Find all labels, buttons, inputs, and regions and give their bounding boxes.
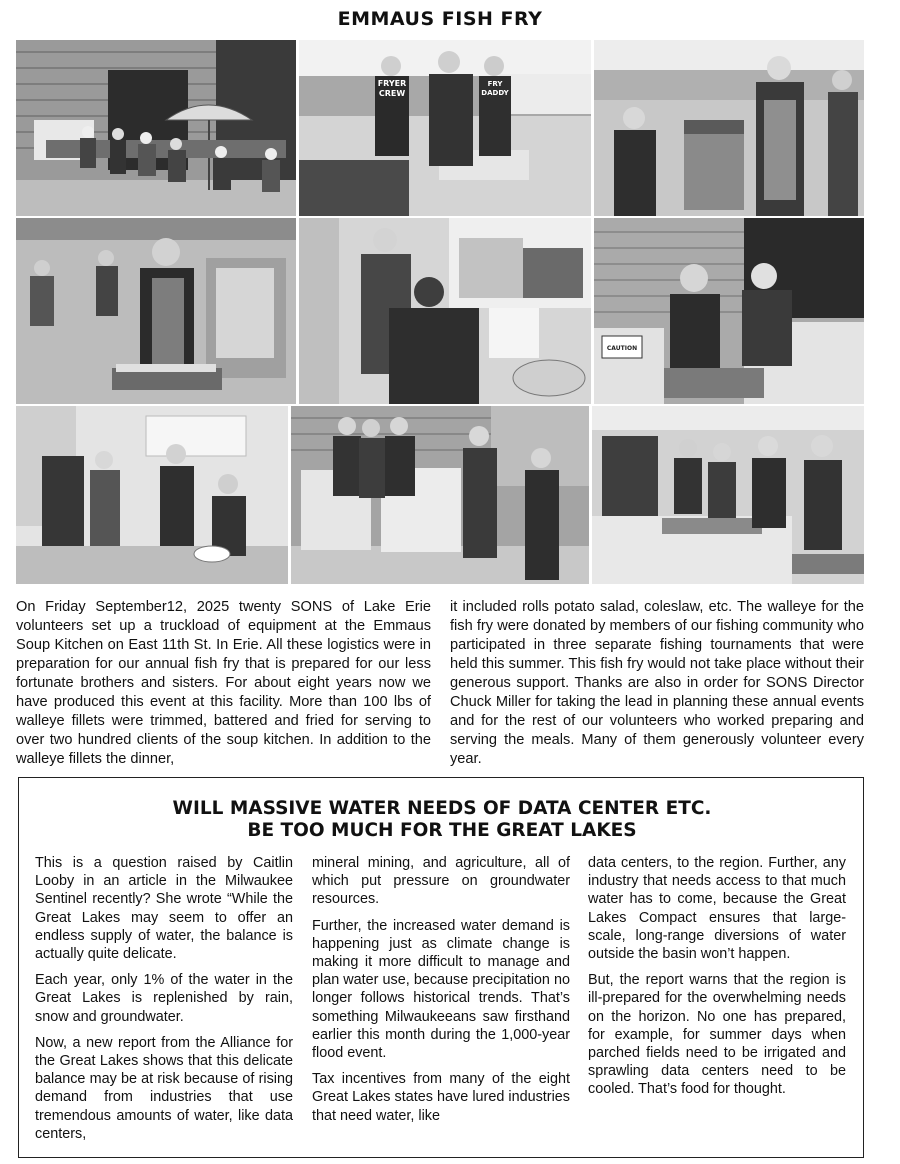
- article-paragraph: Now, a new report from the Alliance for the Great Lakes shows that this delicate balance may be at risk because of rising demand from industries that use tremendous amounts of water, like data centers,: [35, 1034, 293, 1142]
- photo-kitchen-volunteers: [16, 406, 288, 584]
- fish-fry-story-right: it included rolls potato salad, coleslaw, etc. The walleye for the fish fry were donated by members of our fishing community who participated in three separate fishing tournaments that were held this summer. This fish fry would not take place without their generous support. Thanks are also in order for SONS Director Chuck Miller for taking the lead in planning these annual events and for the rest of our volunteers who worked preparing and serving the meals. Many of them generously volunteer every year.: [450, 599, 864, 767]
- article-column-1: [35, 854, 293, 1151]
- article-title: WILL MASSIVE WATER NEEDS OF DATA CENTER ETC. BE TOO MUCH FOR THE GREAT LAKES: [172, 798, 712, 841]
- photo-kitchen-prep: [299, 218, 591, 404]
- photo-fryer-station: [594, 40, 864, 216]
- article-column-2: [312, 854, 570, 1133]
- article-paragraph: Further, the increased water demand is happening just as climate change is making it more difficult to manage and plan water use, because precipitation no longer follows historical trends. That’s something Milwaukeeans saw firsthand earlier this month during the 1,000-year flood event.: [312, 917, 570, 1062]
- great-lakes-article-box: [18, 777, 864, 1158]
- article-paragraph: This is a question raised by Caitlin Looby in an article in the Milwaukee Sentinel recently? She wrote “While the Great Lakes may seem to offer an endless supply of water, the balance is actually quite delicate.: [35, 855, 293, 963]
- photo-tray-of-fish: [16, 218, 296, 404]
- article-paragraph: Tax incentives from many of the eight Great Lakes states have lured industries that need water, like: [312, 1071, 570, 1124]
- caution-sign-text: CAUTION: [606, 345, 638, 352]
- article-paragraph: mineral mining, and agriculture, all of which put pressure on groundwater resources.: [312, 855, 570, 908]
- svg-text:DADDY: DADDY: [481, 89, 509, 97]
- fish-fry-story-left: On Friday September12, 2025 twenty SONS of Lake Erie volunteers set up a truckload of equipment at the Emmaus Soup Kitchen on East 11th St. In Erie. All these logistics were in preparation for our annual fish fry that is prepared for our less fortunate brothers and sisters. For about eight years now we have produced this event at this facility. More than 100 lbs of walleye fillets were trimmed, battered and fried for serving to over two hundred clients of the soup kitchen. In addition to the walleye fillets the dinner,: [16, 599, 431, 767]
- article-paragraph: But, the report warns that the region is ill-prepared for the overwhelming needs on the horizon. No one has prepared, for example, for summer days when parched fields need to be irrigated and sprawling data centers need to be cooled. That’s food for thought.: [588, 972, 846, 1098]
- photo-group-by-fryers: [291, 406, 589, 584]
- article-column-3: [588, 854, 846, 1107]
- photo-serving-line: [592, 406, 864, 584]
- photo-caution-fryers: [594, 218, 864, 404]
- fryer-crew-shirt-text: FRYER: [377, 79, 407, 88]
- photo-tent-setup: [16, 40, 296, 216]
- photo-collage: [16, 40, 864, 584]
- svg-text:CREW: CREW: [378, 89, 406, 98]
- fry-daddy-shirt-text: FRY: [487, 80, 503, 88]
- headline: EMMAUS FISH FRY: [337, 8, 543, 30]
- photo-fryer-crew: [299, 40, 591, 216]
- article-paragraph: data centers, to the region. Further, any industry that needs access to that much water has to come, because the Great Lakes Compact ensures that large-scale, long-range diversions of water outside the basin won’t happen.: [588, 855, 846, 963]
- article-paragraph: Each year, only 1% of the water in the Great Lakes is replenished by rain, snow and groundwater.: [35, 972, 293, 1025]
